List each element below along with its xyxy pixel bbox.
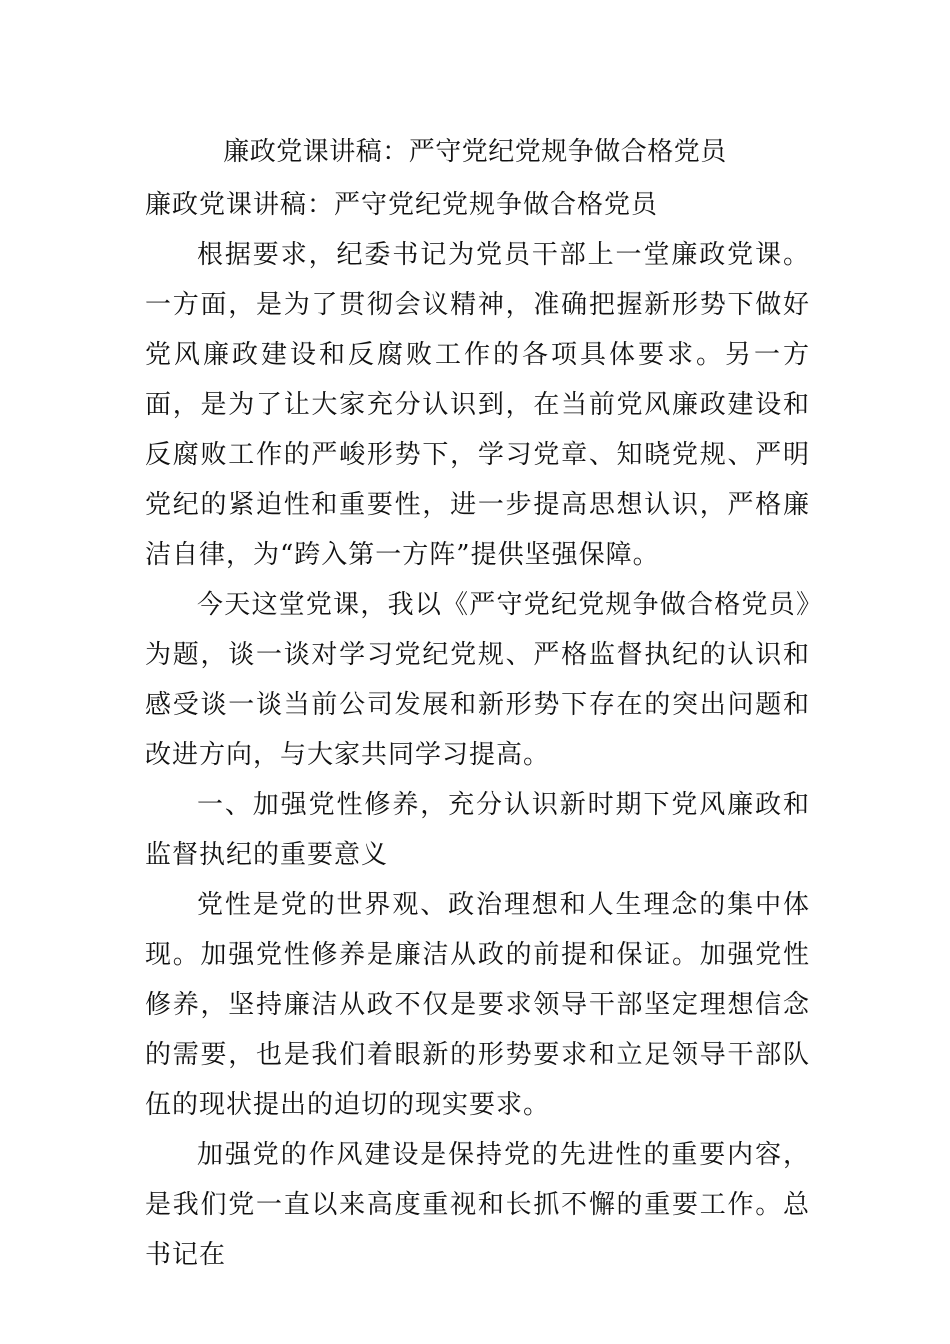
document-body [145, 180, 810, 1280]
document-subtitle: 廉政党课讲稿：严守党纪党规争做合格党员 [145, 190, 659, 220]
paragraph-1: 根据要求，纪委书记为党员干部上一堂廉政党课。一方面，是为了贯彻会议精神，准确把握新形势下做好党风廉政建设和反腐败工作的各项具体要求。另一方面，是为了让大家充分认识到，在当前党风廉政建设和反腐败工作的严峻形势下，学习党章、知晓党规、严明党纪的紧迫性和重要性，进一步提高思想认识，严格廉洁自律，为“跨入第一方阵”提供坚强保障。 [145, 240, 810, 570]
paragraph-4: 加强党的作风建设是保持党的先进性的重要内容，是我们党一直以来高度重视和长抓不懈的重要工作。总书记在 [145, 1140, 810, 1270]
paragraph-2: 今天这堂党课，我以《严守党纪党规争做合格党员》为题，谈一谈对学习党纪党规、严格监督执纪的认识和感受谈一谈当前公司发展和新形势下存在的突出问题和改进方向，与大家共同学习提高。 [145, 590, 810, 770]
section-heading-1: 一、加强党性修养，充分认识新时期下党风廉政和监督执纪的重要意义 [145, 790, 810, 870]
paragraph-3: 党性是党的世界观、政治理想和人生理念的集中体现。加强党性修养是廉洁从政的前提和保证。加强党性修养，坚持廉洁从政不仅是要求领导干部坚定理想信念的需要，也是我们着眼新的形势要求和立足领导干部队伍的现状提出的迫切的现实要求。 [145, 890, 810, 1120]
document-title: 廉政党课讲稿：严守党纪党规争做合格党员 [223, 137, 727, 167]
